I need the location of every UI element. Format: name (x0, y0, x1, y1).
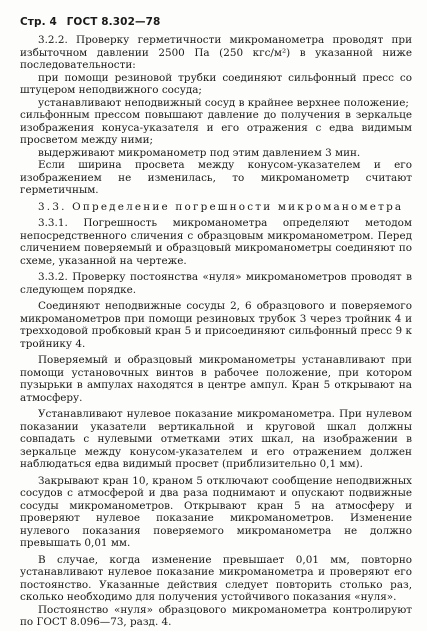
paragraph-step-position: устанавливают неподвижный сосуд в крайнее верхнее положение; (38, 96, 409, 109)
paragraph-3-3-1: 3.3.1. Погрешность микроманометра определяют методом непосредственного сличения с образцовым микроманометром. Перед сличением поверяемый и образцовый микроманометры соединяют по схеме, указанной на чертеже. (20, 217, 412, 267)
paragraph-3-3-2: 3.3.2. Проверку постоянства «нуля» микроманометров проводят в следующем порядке. (20, 271, 412, 296)
standard-code: ГОСТ 8.302—78 (66, 16, 161, 28)
paragraph-step-pressure: сильфонным прессом повышают давление до получения в зеркальце изображения конуса-указателя и его отражения с едва видимым просветом между ними; (20, 109, 412, 146)
paragraph-close-valve: Закрывают кран 10, краном 5 отключают сообщение неподвижных сосудов с атмосферой и два раза поднимают и опускают подвижные сосуды микроманометров. Открывают кран 5 на атмосферу и проверяют нулевое показание микроманометров. Изменение нулевого показания поверяемого микроманометра не должно превышать 0,01 мм. (20, 474, 412, 549)
paragraph-install: Поверяемый и образцовый микроманометры устанавливают при помощи установочных винтов в рабочее положение, при котором пузырьки в ампулах находятся в центре ампул. Кран 5 открывают на атмосферу. (20, 354, 412, 404)
paragraph-hermetic-result: Если ширина просвета между конусом-указателем и его изображением не изменилась, то микроманометр считают герметичным. (20, 159, 412, 196)
paragraph-zero-setting: Устанавливают нулевое показание микроманометра. При нулевом показании указатели вертикальной и круговой шкал должны совпадать с нулевыми отметками этих шкал, на изображении в зеркальце между конусом-указателем и его отражением должен наблюдаться едва видимый просвет (приблизительно 0,1 мм). (20, 408, 412, 470)
page-header (20, 16, 166, 28)
section-heading-3-3: 3.3. Определение погрешности микроманометра (38, 200, 404, 213)
paragraph-connect-vessels: Соединяют неподвижные сосуды 2, 6 образцового и поверяемого микроманометров при помощи резиновых трубок 3 через тройник 4 и трехходовой пробковый кран 5 и присоединяют сильфонный пресс 9 к тройнику 4. (20, 300, 412, 350)
paragraph-repeat: В случае, когда изменение превышает 0,01 мм, повторно устанавливают нулевое показание микроманометра и проверяют его постоянство. Указанные действия следует повторить столько раз, сколько необходимо для получения устойчивого показания «нуля». (20, 553, 412, 603)
paragraph-step-connect: при помощи резиновой трубки соединяют сильфонный пресс со штуцером неподвижного сосуда; (20, 71, 412, 96)
page-number: Стр. 4 (20, 16, 57, 28)
paragraph-reference-control: Постоянство «нуля» образцового микроманометра контролируют по ГОСТ 8.096—73, разд. 4. (20, 603, 412, 628)
paragraph-step-hold: выдерживают микроманометр под этим давлением 3 мин. (38, 146, 361, 159)
document-body (20, 34, 412, 629)
paragraph-3-2-2: 3.2.2. Проверку герметичности микроманометра проводят при избыточном давлении 2500 Па (250 кгс/м²) в указанной ниже последовательности: (20, 34, 412, 71)
